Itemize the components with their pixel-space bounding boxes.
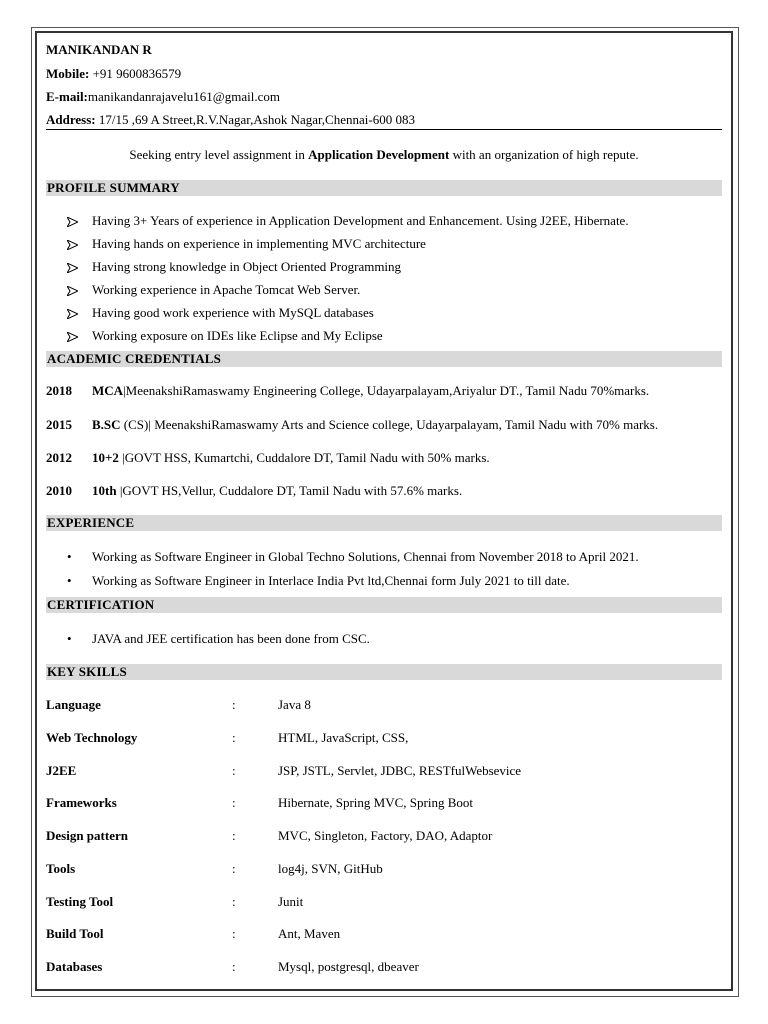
arrow-bullet-icon	[67, 328, 81, 344]
academic-degree: 10+2	[92, 450, 119, 465]
skill-label: J2EE	[46, 763, 77, 778]
academic-details: (CS)| MeenakshiRamaswamy Arts and Science college, Udayarpalayam, Tamil Nadu with 70% marks.	[120, 417, 659, 432]
arrow-bullet-icon	[67, 282, 81, 298]
skill-label: Build Tool	[46, 926, 104, 941]
email-label: E-mail:	[46, 89, 88, 104]
skill-colon: :	[232, 795, 236, 810]
mobile-line	[46, 66, 181, 82]
skill-value: Ant, Maven	[278, 926, 341, 941]
skill-value: MVC, Singleton, Factory, DAO, Adaptor	[278, 828, 493, 843]
academic-details: |MeenakshiRamaswamy Engineering College, Udayarpalayam,Ariyalur DT., Tamil Nadu 70%marks.	[123, 383, 650, 398]
skill-value: Junit	[278, 894, 304, 909]
header-divider	[46, 129, 722, 130]
skill-value: HTML, JavaScript, CSS,	[278, 730, 409, 745]
academic-degree: B.SC	[92, 417, 121, 432]
section-heading-profile-summary: PROFILE SUMMARY	[46, 180, 722, 196]
skill-colon: :	[232, 894, 236, 909]
objective-text	[46, 147, 722, 163]
academic-year: 2012	[46, 450, 72, 465]
summary-item: Having 3+ Years of experience in Application Development and Enhancement. Using J2EE, Hibernate.	[92, 213, 629, 228]
dot-bullet-icon: •	[67, 631, 72, 646]
address-label: Address:	[46, 112, 96, 127]
skill-colon: :	[232, 959, 236, 974]
arrow-bullet-icon	[67, 236, 81, 252]
experience-item: Working as Software Engineer in Global Techno Solutions, Chennai from November 2018 to April 2021.	[92, 549, 639, 564]
skill-value: log4j, SVN, GitHub	[278, 861, 383, 876]
summary-item: Having good work experience with MySQL databases	[92, 305, 374, 320]
page-border-inner	[35, 31, 733, 991]
address-value: 17/15 ,69 A Street,R.V.Nagar,Ashok Nagar,Chennai-600 083	[95, 112, 415, 127]
skill-colon: :	[232, 730, 236, 745]
arrow-bullet-icon	[67, 305, 81, 321]
skill-label: Language	[46, 697, 101, 712]
objective-suffix: with an organization of high repute.	[449, 147, 639, 162]
section-heading-academic: ACADEMIC CREDENTIALS	[46, 351, 722, 367]
mobile-value: +91 9600836579	[89, 66, 182, 81]
arrow-bullet-icon	[67, 259, 81, 275]
mobile-label: Mobile:	[46, 66, 90, 81]
skill-value: Java 8	[278, 697, 311, 712]
summary-item: Working experience in Apache Tomcat Web Server.	[92, 282, 361, 297]
academic-year: 2015	[46, 417, 72, 432]
skill-label: Web Technology	[46, 730, 138, 745]
section-heading-experience: EXPERIENCE	[46, 515, 722, 531]
academic-details: |GOVT HS,Vellur, Cuddalore DT, Tamil Nadu with 57.6% marks.	[116, 483, 463, 498]
certification-item: JAVA and JEE certification has been done from CSC.	[92, 631, 370, 646]
academic-year: 2010	[46, 483, 72, 498]
skill-colon: :	[232, 861, 236, 876]
academic-year: 2018	[46, 383, 72, 398]
academic-degree: 10th	[92, 483, 117, 498]
academic-details: |GOVT HSS, Kumartchi, Cuddalore DT, Tamil Nadu with 50% marks.	[118, 450, 490, 465]
summary-item: Working exposure on IDEs like Eclipse and My Eclipse	[92, 328, 383, 343]
objective-prefix: Seeking entry level assignment in	[129, 147, 309, 162]
candidate-name: MANIKANDAN R	[46, 42, 152, 57]
experience-item: Working as Software Engineer in Interlace India Pvt ltd,Chennai form July 2021 to till date.	[92, 573, 570, 588]
summary-item: Having hands on experience in implementing MVC architecture	[92, 236, 426, 251]
skill-label: Design pattern	[46, 828, 128, 843]
section-heading-certification: CERTIFICATION	[46, 597, 722, 613]
skill-colon: :	[232, 763, 236, 778]
dot-bullet-icon: •	[67, 549, 72, 564]
arrow-bullet-icon	[67, 213, 81, 229]
address-line	[46, 112, 415, 128]
skill-value: JSP, JSTL, Servlet, JDBC, RESTfulWebsevice	[278, 763, 522, 778]
academic-degree: MCA	[92, 383, 124, 398]
dot-bullet-icon: •	[67, 573, 72, 588]
skill-colon: :	[232, 697, 236, 712]
skill-label: Tools	[46, 861, 76, 876]
skill-colon: :	[232, 926, 236, 941]
skill-label: Frameworks	[46, 795, 117, 810]
objective-emphasis: Application Development	[308, 147, 450, 162]
skill-label: Databases	[46, 959, 103, 974]
skill-value: Mysql, postgresql, dbeaver	[278, 959, 419, 974]
email-line	[46, 89, 280, 105]
summary-item: Having strong knowledge in Object Oriented Programming	[92, 259, 402, 274]
skill-label: Testing Tool	[46, 894, 114, 909]
skill-value: Hibernate, Spring MVC, Spring Boot	[278, 795, 473, 810]
skill-colon: :	[232, 828, 236, 843]
section-heading-key-skills: KEY SKILLS	[46, 664, 722, 680]
email-value: manikandanrajavelu161@gmail.com	[87, 89, 280, 104]
